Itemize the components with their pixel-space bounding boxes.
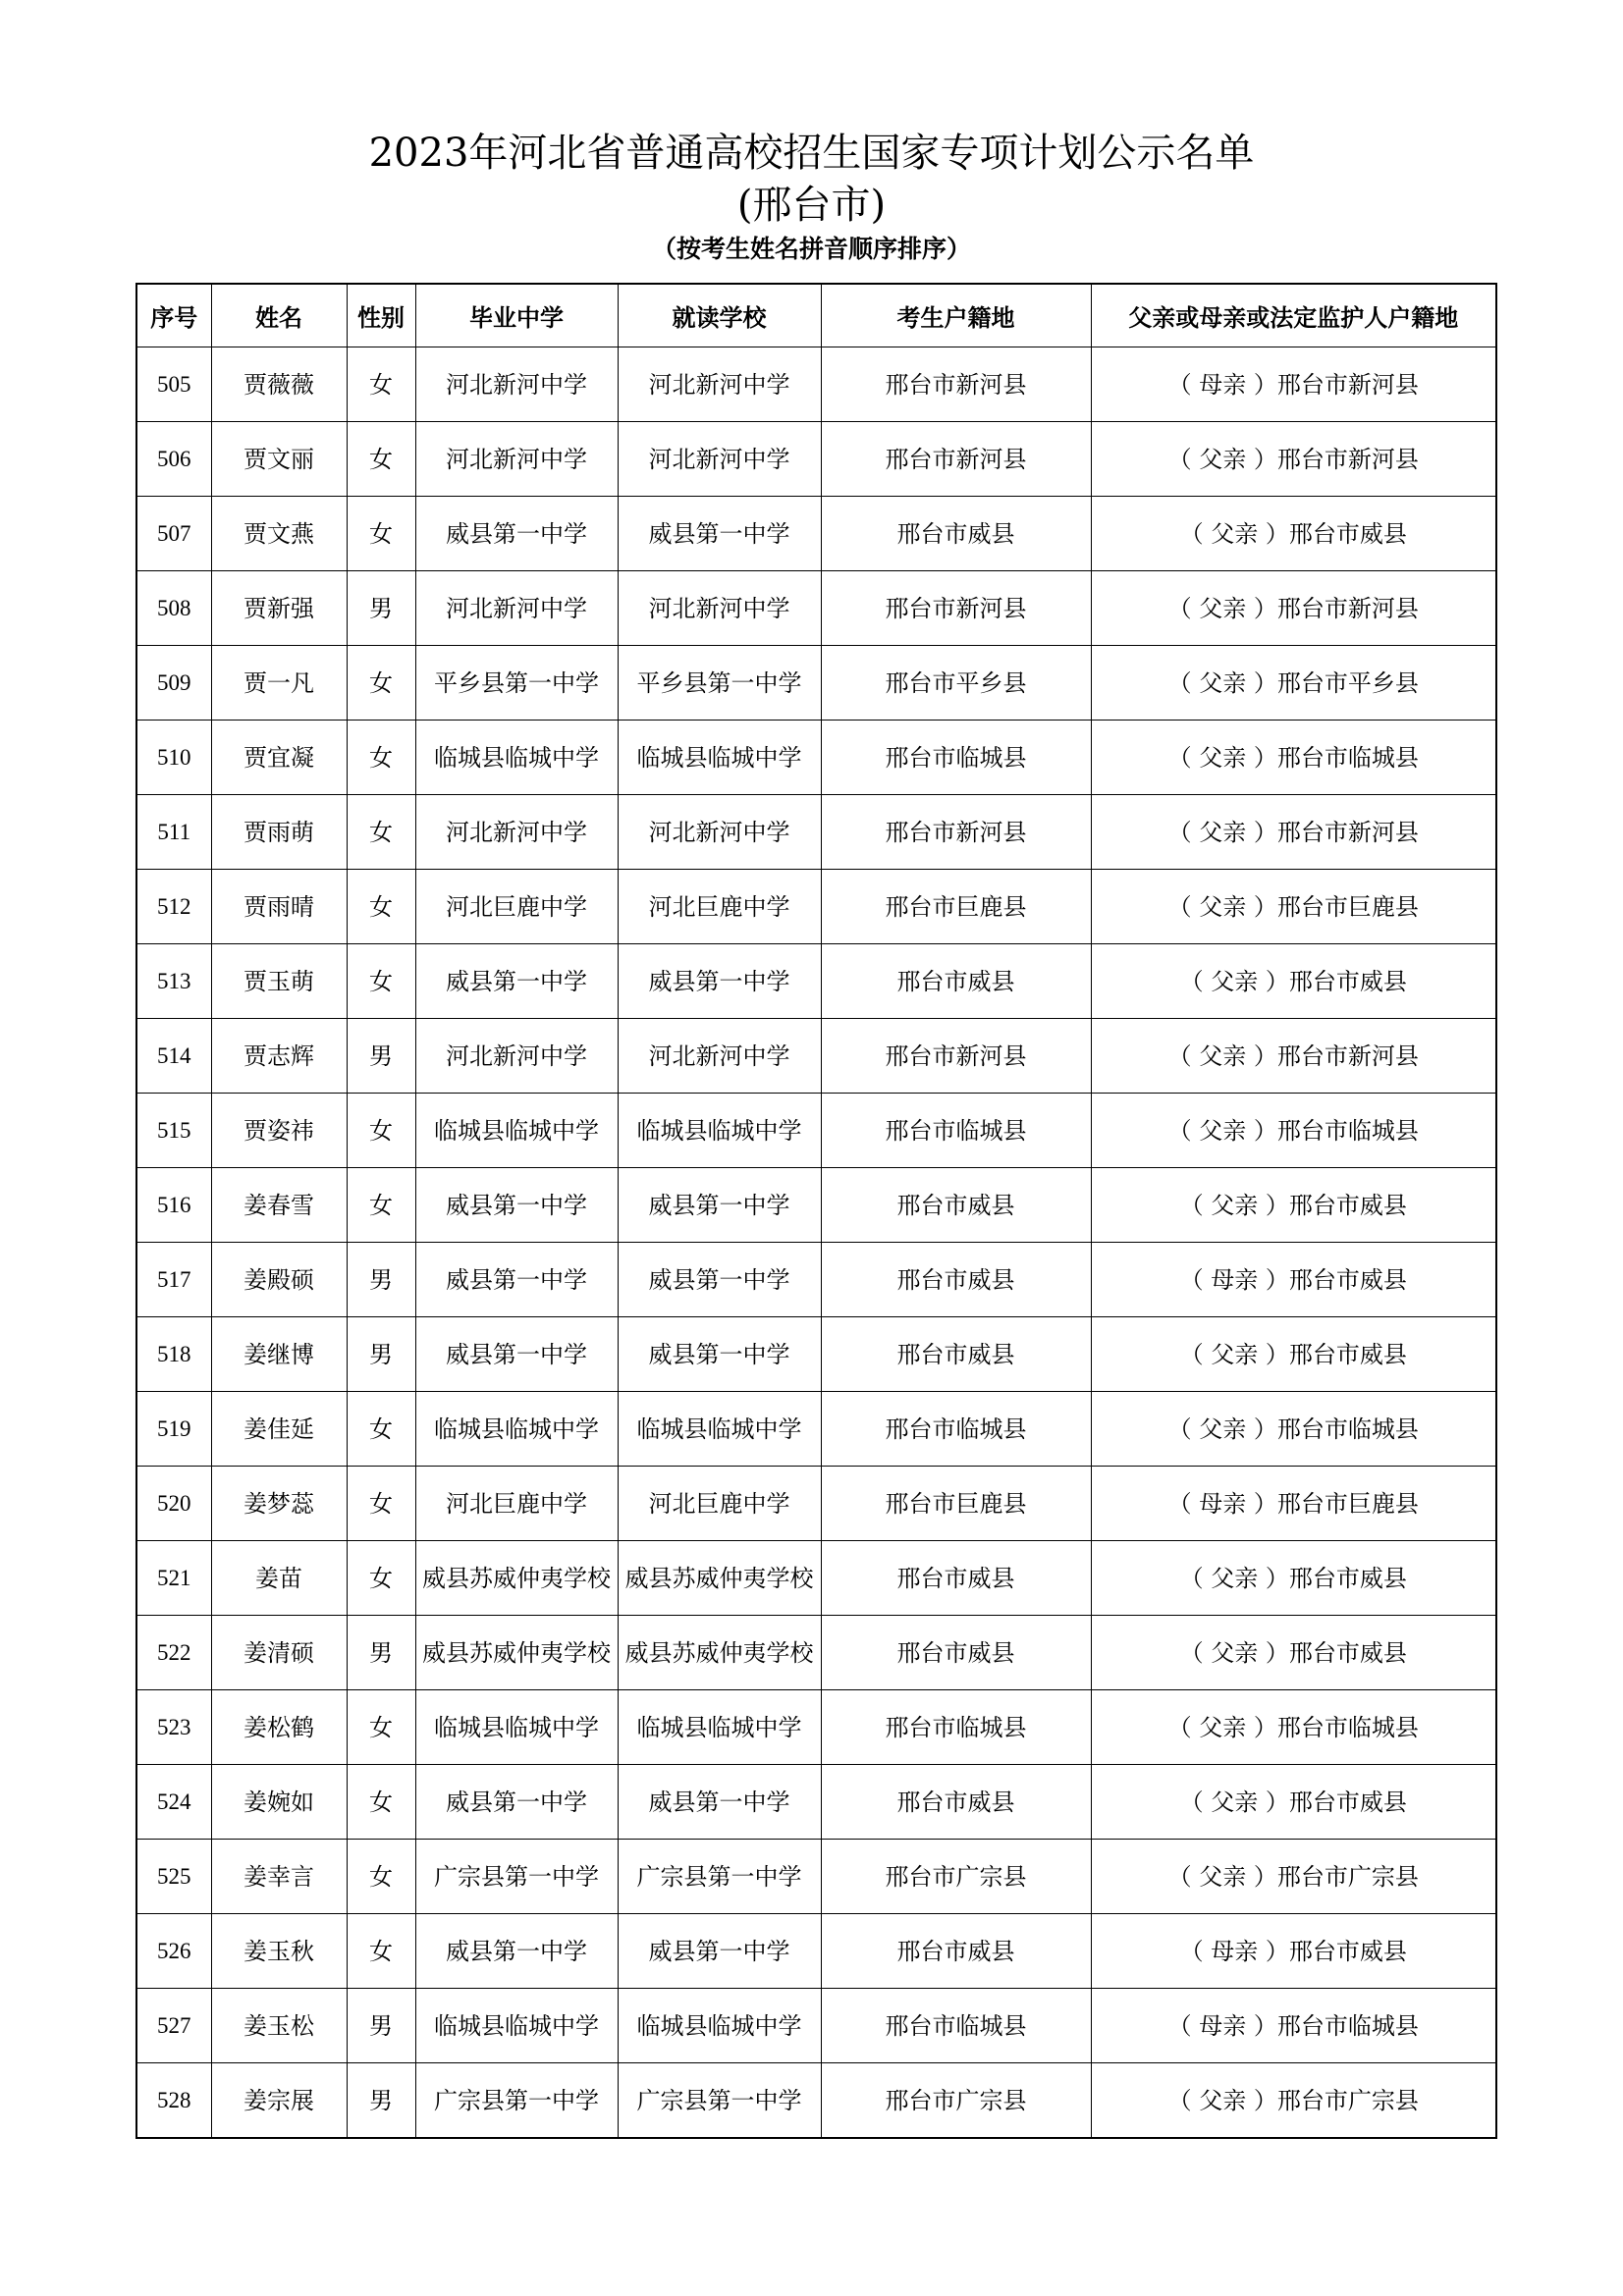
cell-gender: 女 <box>347 1541 415 1616</box>
cell-name: 贾文燕 <box>211 497 347 571</box>
cell-student-hukou: 邢台市临城县 <box>821 721 1091 795</box>
table-row <box>136 347 1496 422</box>
table-row <box>136 1989 1496 2063</box>
cell-graduated-school: 临城县临城中学 <box>415 1094 618 1168</box>
cell-gender: 男 <box>347 1317 415 1392</box>
cell-name: 姜玉松 <box>211 1989 347 2063</box>
cell-current-school: 临城县临城中学 <box>618 1094 821 1168</box>
page-title: 2023年河北省普通高校招生国家专项计划公示名单 <box>368 131 1255 176</box>
cell-student-hukou: 邢台市新河县 <box>821 347 1091 422</box>
cell-current-school: 河北新河中学 <box>618 347 821 422</box>
cell-student-hukou: 邢台市威县 <box>821 1765 1091 1840</box>
cell-current-school: 临城县临城中学 <box>618 1392 821 1467</box>
cell-graduated-school: 威县第一中学 <box>415 944 618 1019</box>
cell-gender: 女 <box>347 497 415 571</box>
table-row <box>136 646 1496 721</box>
cell-guardian-hukou: （ 母亲 ）邢台市巨鹿县 <box>1091 1467 1496 1541</box>
cell-name: 姜松鹤 <box>211 1690 347 1765</box>
page-subtitle: (邢台市) <box>736 183 887 228</box>
cell-guardian-hukou: （ 父亲 ）邢台市威县 <box>1091 944 1496 1019</box>
cell-index: 519 <box>136 1392 211 1467</box>
cell-student-hukou: 邢台市平乡县 <box>821 646 1091 721</box>
cell-student-hukou: 邢台市威县 <box>821 497 1091 571</box>
cell-index: 509 <box>136 646 211 721</box>
cell-index: 512 <box>136 870 211 944</box>
cell-graduated-school: 威县苏威仲夷学校 <box>415 1616 618 1690</box>
cell-current-school: 威县苏威仲夷学校 <box>618 1541 821 1616</box>
table-row <box>136 944 1496 1019</box>
cell-current-school: 平乡县第一中学 <box>618 646 821 721</box>
cell-guardian-hukou: （ 母亲 ）邢台市威县 <box>1091 1914 1496 1989</box>
cell-current-school: 河北新河中学 <box>618 571 821 646</box>
table-row <box>136 795 1496 870</box>
cell-name: 姜宗展 <box>211 2063 347 2139</box>
cell-graduated-school: 威县第一中学 <box>415 497 618 571</box>
cell-graduated-school: 河北新河中学 <box>415 347 618 422</box>
cell-gender: 女 <box>347 1392 415 1467</box>
cell-index: 507 <box>136 497 211 571</box>
cell-gender: 女 <box>347 944 415 1019</box>
cell-graduated-school: 威县第一中学 <box>415 1168 618 1243</box>
cell-student-hukou: 邢台市威县 <box>821 1168 1091 1243</box>
cell-guardian-hukou: （ 母亲 ）邢台市临城县 <box>1091 1989 1496 2063</box>
cell-graduated-school: 临城县临城中学 <box>415 1690 618 1765</box>
cell-current-school: 临城县临城中学 <box>618 1690 821 1765</box>
cell-name: 贾雨晴 <box>211 870 347 944</box>
cell-gender: 女 <box>347 1914 415 1989</box>
cell-index: 520 <box>136 1467 211 1541</box>
cell-current-school: 威县第一中学 <box>618 497 821 571</box>
cell-current-school: 临城县临城中学 <box>618 721 821 795</box>
cell-guardian-hukou: （ 母亲 ）邢台市威县 <box>1091 1243 1496 1317</box>
cell-current-school: 威县第一中学 <box>618 1243 821 1317</box>
table-row <box>136 1690 1496 1765</box>
cell-guardian-hukou: （ 父亲 ）邢台市临城县 <box>1091 1690 1496 1765</box>
cell-gender: 女 <box>347 422 415 497</box>
cell-name: 姜苗 <box>211 1541 347 1616</box>
cell-name: 贾玉萌 <box>211 944 347 1019</box>
roster-table <box>135 283 1497 2139</box>
cell-guardian-hukou: （ 父亲 ）邢台市新河县 <box>1091 571 1496 646</box>
cell-index: 510 <box>136 721 211 795</box>
cell-gender: 男 <box>347 1989 415 2063</box>
cell-student-hukou: 邢台市威县 <box>821 1616 1091 1690</box>
cell-student-hukou: 邢台市新河县 <box>821 422 1091 497</box>
table-row <box>136 571 1496 646</box>
cell-index: 511 <box>136 795 211 870</box>
cell-current-school: 临城县临城中学 <box>618 1989 821 2063</box>
table-row <box>136 1765 1496 1840</box>
table-row <box>136 870 1496 944</box>
cell-student-hukou: 邢台市威县 <box>821 1243 1091 1317</box>
col-header-gender: 性别 <box>347 284 415 347</box>
cell-graduated-school: 临城县临城中学 <box>415 1989 618 2063</box>
cell-guardian-hukou: （ 父亲 ）邢台市新河县 <box>1091 1019 1496 1094</box>
cell-guardian-hukou: （ 父亲 ）邢台市广宗县 <box>1091 1840 1496 1914</box>
col-header-name: 姓名 <box>211 284 347 347</box>
cell-index: 505 <box>136 347 211 422</box>
cell-name: 姜梦蕊 <box>211 1467 347 1541</box>
cell-guardian-hukou: （ 父亲 ）邢台市威县 <box>1091 1541 1496 1616</box>
cell-guardian-hukou: （ 父亲 ）邢台市广宗县 <box>1091 2063 1496 2139</box>
cell-student-hukou: 邢台市临城县 <box>821 1690 1091 1765</box>
table-row <box>136 2063 1496 2139</box>
table-row <box>136 1467 1496 1541</box>
cell-index: 528 <box>136 2063 211 2139</box>
table-row <box>136 721 1496 795</box>
cell-current-school: 河北巨鹿中学 <box>618 1467 821 1541</box>
cell-name: 贾一凡 <box>211 646 347 721</box>
cell-name: 贾雨萌 <box>211 795 347 870</box>
cell-guardian-hukou: （ 母亲 ）邢台市新河县 <box>1091 347 1496 422</box>
cell-graduated-school: 临城县临城中学 <box>415 1392 618 1467</box>
cell-gender: 男 <box>347 1019 415 1094</box>
cell-index: 526 <box>136 1914 211 1989</box>
cell-graduated-school: 河北新河中学 <box>415 795 618 870</box>
cell-current-school: 威县第一中学 <box>618 1914 821 1989</box>
cell-index: 516 <box>136 1168 211 1243</box>
cell-guardian-hukou: （ 父亲 ）邢台市临城县 <box>1091 721 1496 795</box>
cell-current-school: 河北新河中学 <box>618 795 821 870</box>
cell-current-school: 河北巨鹿中学 <box>618 870 821 944</box>
cell-gender: 女 <box>347 1467 415 1541</box>
cell-current-school: 威县第一中学 <box>618 1765 821 1840</box>
table-row <box>136 1840 1496 1914</box>
table-row <box>136 1392 1496 1467</box>
cell-student-hukou: 邢台市威县 <box>821 1914 1091 1989</box>
cell-index: 521 <box>136 1541 211 1616</box>
cell-index: 522 <box>136 1616 211 1690</box>
cell-student-hukou: 邢台市广宗县 <box>821 2063 1091 2139</box>
cell-index: 517 <box>136 1243 211 1317</box>
cell-index: 508 <box>136 571 211 646</box>
cell-graduated-school: 威县第一中学 <box>415 1317 618 1392</box>
cell-student-hukou: 邢台市新河县 <box>821 1019 1091 1094</box>
cell-student-hukou: 邢台市威县 <box>821 1541 1091 1616</box>
cell-student-hukou: 邢台市广宗县 <box>821 1840 1091 1914</box>
cell-current-school: 威县第一中学 <box>618 944 821 1019</box>
cell-graduated-school: 威县第一中学 <box>415 1914 618 1989</box>
table-row <box>136 1094 1496 1168</box>
cell-gender: 女 <box>347 795 415 870</box>
cell-name: 姜春雪 <box>211 1168 347 1243</box>
cell-graduated-school: 广宗县第一中学 <box>415 1840 618 1914</box>
cell-name: 姜幸言 <box>211 1840 347 1914</box>
col-header-graduated-school: 毕业中学 <box>415 284 618 347</box>
cell-graduated-school: 广宗县第一中学 <box>415 2063 618 2139</box>
cell-guardian-hukou: （ 父亲 ）邢台市威县 <box>1091 497 1496 571</box>
cell-index: 518 <box>136 1317 211 1392</box>
cell-current-school: 河北新河中学 <box>618 1019 821 1094</box>
cell-index: 513 <box>136 944 211 1019</box>
cell-graduated-school: 河北新河中学 <box>415 1019 618 1094</box>
cell-current-school: 威县苏威仲夷学校 <box>618 1616 821 1690</box>
cell-index: 524 <box>136 1765 211 1840</box>
table-row <box>136 422 1496 497</box>
cell-graduated-school: 河北新河中学 <box>415 422 618 497</box>
col-header-guardian-hukou: 父亲或母亲或法定监护人户籍地 <box>1091 284 1496 347</box>
cell-gender: 女 <box>347 721 415 795</box>
cell-gender: 女 <box>347 1094 415 1168</box>
sort-note: （按考生姓名拼音顺序排序） <box>651 235 971 263</box>
cell-name: 姜殿硕 <box>211 1243 347 1317</box>
cell-student-hukou: 邢台市新河县 <box>821 795 1091 870</box>
cell-name: 贾志辉 <box>211 1019 347 1094</box>
cell-gender: 男 <box>347 571 415 646</box>
cell-student-hukou: 邢台市巨鹿县 <box>821 1467 1091 1541</box>
cell-guardian-hukou: （ 父亲 ）邢台市威县 <box>1091 1765 1496 1840</box>
cell-guardian-hukou: （ 父亲 ）邢台市平乡县 <box>1091 646 1496 721</box>
cell-index: 523 <box>136 1690 211 1765</box>
cell-gender: 男 <box>347 2063 415 2139</box>
table-row <box>136 1168 1496 1243</box>
table-row <box>136 1914 1496 1989</box>
cell-guardian-hukou: （ 父亲 ）邢台市巨鹿县 <box>1091 870 1496 944</box>
cell-gender: 女 <box>347 870 415 944</box>
cell-name: 贾薇薇 <box>211 347 347 422</box>
cell-current-school: 威县第一中学 <box>618 1317 821 1392</box>
cell-name: 贾文丽 <box>211 422 347 497</box>
cell-current-school: 威县第一中学 <box>618 1168 821 1243</box>
cell-graduated-school: 威县第一中学 <box>415 1243 618 1317</box>
cell-current-school: 河北新河中学 <box>618 422 821 497</box>
table-row <box>136 1243 1496 1317</box>
cell-guardian-hukou: （ 父亲 ）邢台市威县 <box>1091 1616 1496 1690</box>
cell-graduated-school: 河北巨鹿中学 <box>415 870 618 944</box>
col-header-student-hukou: 考生户籍地 <box>821 284 1091 347</box>
cell-graduated-school: 威县苏威仲夷学校 <box>415 1541 618 1616</box>
cell-gender: 女 <box>347 347 415 422</box>
col-header-index: 序号 <box>136 284 211 347</box>
table-row <box>136 1019 1496 1094</box>
cell-name: 贾新强 <box>211 571 347 646</box>
cell-gender: 女 <box>347 646 415 721</box>
cell-gender: 女 <box>347 1840 415 1914</box>
cell-index: 525 <box>136 1840 211 1914</box>
cell-graduated-school: 临城县临城中学 <box>415 721 618 795</box>
cell-guardian-hukou: （ 父亲 ）邢台市新河县 <box>1091 795 1496 870</box>
cell-index: 506 <box>136 422 211 497</box>
cell-graduated-school: 河北巨鹿中学 <box>415 1467 618 1541</box>
cell-gender: 女 <box>347 1690 415 1765</box>
cell-student-hukou: 邢台市威县 <box>821 944 1091 1019</box>
cell-index: 514 <box>136 1019 211 1094</box>
table-row <box>136 1541 1496 1616</box>
cell-student-hukou: 邢台市威县 <box>821 1317 1091 1392</box>
cell-guardian-hukou: （ 父亲 ）邢台市新河县 <box>1091 422 1496 497</box>
cell-gender: 女 <box>347 1765 415 1840</box>
cell-guardian-hukou: （ 父亲 ）邢台市威县 <box>1091 1168 1496 1243</box>
col-header-current-school: 就读学校 <box>618 284 821 347</box>
cell-name: 姜佳延 <box>211 1392 347 1467</box>
table-header-row <box>136 284 1496 347</box>
cell-index: 527 <box>136 1989 211 2063</box>
cell-gender: 男 <box>347 1243 415 1317</box>
table-row <box>136 1616 1496 1690</box>
cell-name: 姜婉如 <box>211 1765 347 1840</box>
cell-current-school: 广宗县第一中学 <box>618 2063 821 2139</box>
cell-guardian-hukou: （ 父亲 ）邢台市临城县 <box>1091 1392 1496 1467</box>
table-body <box>136 347 1496 2139</box>
cell-gender: 男 <box>347 1616 415 1690</box>
cell-current-school: 广宗县第一中学 <box>618 1840 821 1914</box>
cell-student-hukou: 邢台市临城县 <box>821 1989 1091 2063</box>
cell-name: 贾姿祎 <box>211 1094 347 1168</box>
table-row <box>136 1317 1496 1392</box>
table-row <box>136 497 1496 571</box>
cell-student-hukou: 邢台市新河县 <box>821 571 1091 646</box>
cell-student-hukou: 邢台市临城县 <box>821 1094 1091 1168</box>
cell-name: 姜继博 <box>211 1317 347 1392</box>
cell-name: 姜玉秋 <box>211 1914 347 1989</box>
cell-index: 515 <box>136 1094 211 1168</box>
cell-student-hukou: 邢台市临城县 <box>821 1392 1091 1467</box>
cell-guardian-hukou: （ 父亲 ）邢台市临城县 <box>1091 1094 1496 1168</box>
cell-student-hukou: 邢台市巨鹿县 <box>821 870 1091 944</box>
cell-name: 贾宜凝 <box>211 721 347 795</box>
cell-gender: 女 <box>347 1168 415 1243</box>
cell-graduated-school: 威县第一中学 <box>415 1765 618 1840</box>
cell-guardian-hukou: （ 父亲 ）邢台市威县 <box>1091 1317 1496 1392</box>
cell-graduated-school: 平乡县第一中学 <box>415 646 618 721</box>
cell-graduated-school: 河北新河中学 <box>415 571 618 646</box>
cell-name: 姜清硕 <box>211 1616 347 1690</box>
